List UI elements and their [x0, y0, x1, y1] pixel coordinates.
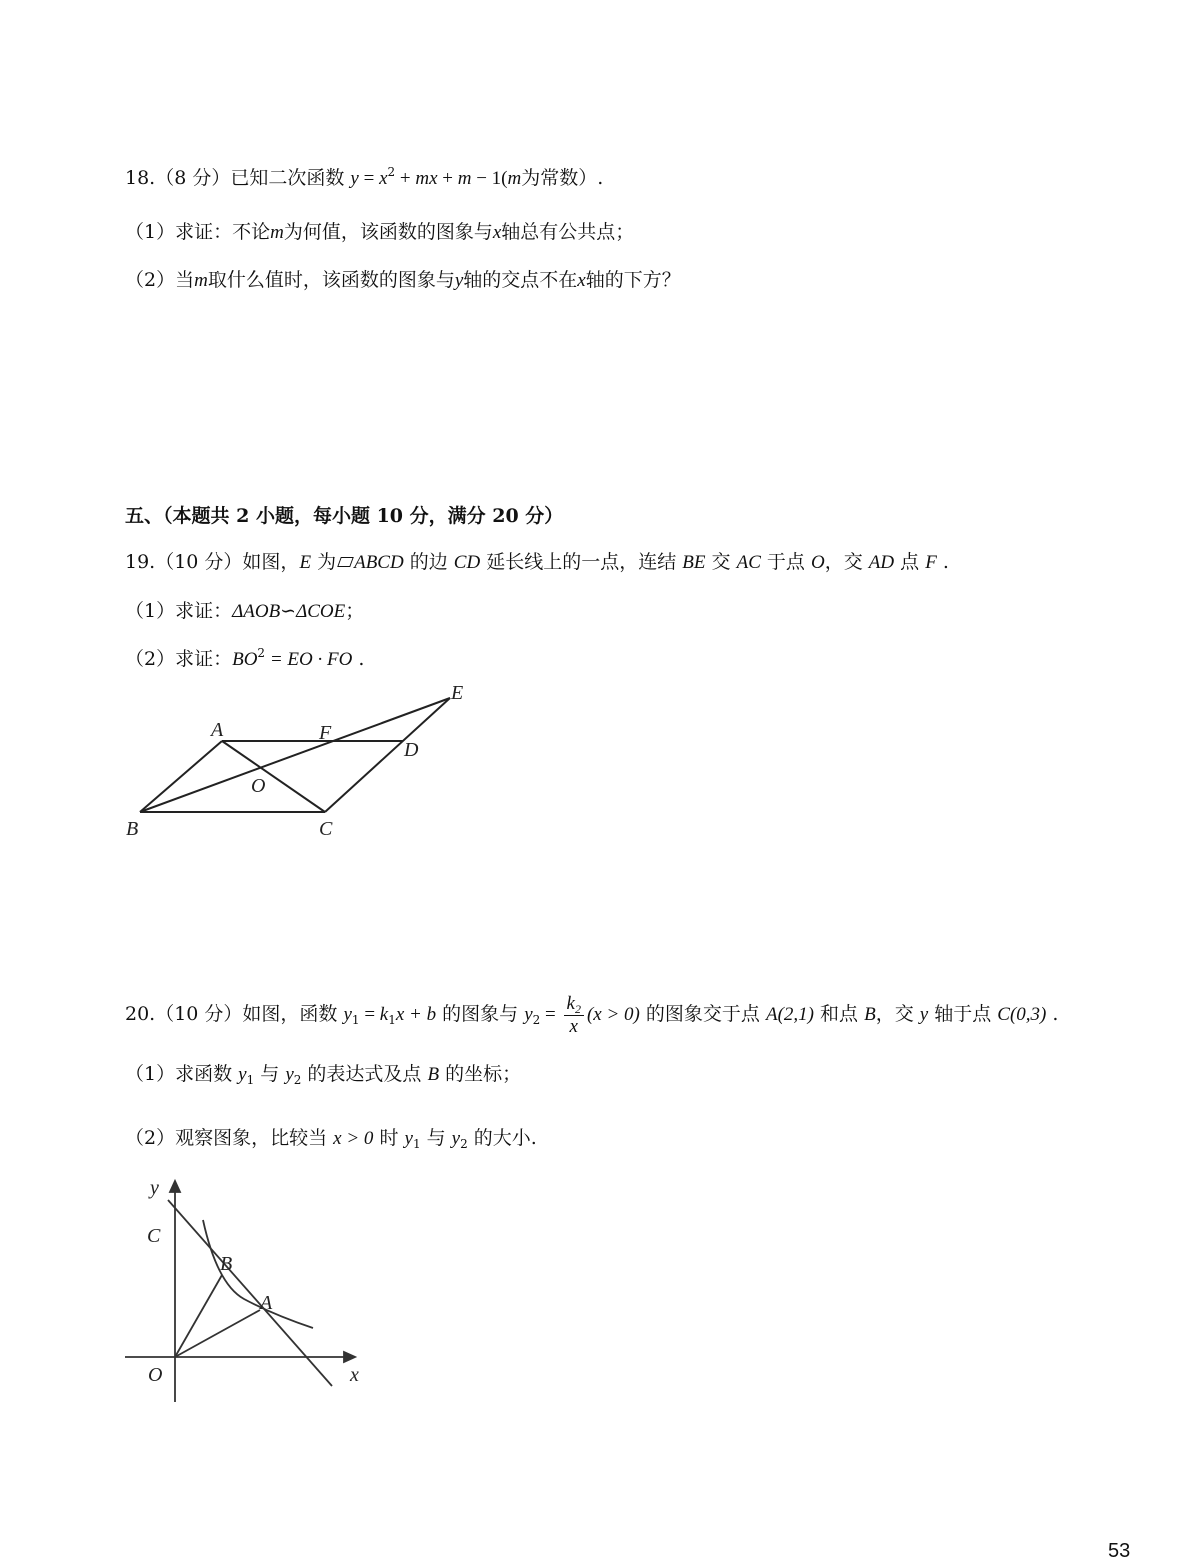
q20-mid4: ，交	[875, 1003, 920, 1025]
q18-p2c: 轴的交点不在	[463, 269, 578, 291]
q19-O: O	[810, 552, 825, 573]
q20-p2s1: 1	[412, 1137, 421, 1151]
q20-fden: x	[569, 1015, 578, 1037]
label-b: B	[220, 1253, 233, 1275]
q18-mx: mx	[415, 168, 438, 189]
q19-pt: 点	[894, 551, 926, 573]
q18-p1x: x	[492, 222, 502, 243]
q20-ks1: 1	[388, 1013, 396, 1027]
q19-p1expr: ΔAOB∽ΔCOE	[232, 601, 346, 622]
q19-mid: 延长线上的一点，连结	[480, 551, 683, 573]
q18-tail: 为常数）.	[521, 167, 604, 189]
q20-p1y1: y	[238, 1064, 247, 1085]
label-o: O	[148, 1364, 163, 1386]
q19-end: .	[936, 551, 949, 573]
q19-side: 的边	[403, 551, 454, 573]
q20-ptA: A(2,1)	[765, 1004, 814, 1025]
q18-x: x	[379, 168, 388, 189]
q19-part2	[125, 645, 364, 674]
q18-p2x: x	[577, 270, 586, 291]
y-axis-arrow	[170, 1181, 180, 1192]
q18-part2	[125, 266, 681, 295]
q20-p1y2: y	[285, 1064, 294, 1085]
q20-eq2: =	[540, 1004, 561, 1025]
q19-is: 为	[311, 551, 337, 573]
label-c: C	[319, 818, 333, 840]
q18-m2: m	[507, 168, 522, 189]
q20-fnum: k	[566, 992, 575, 1014]
q18-eq: =	[358, 168, 380, 189]
q18-sq: 2	[387, 165, 396, 179]
label-d: D	[404, 739, 419, 761]
q20-k1: k	[379, 1004, 389, 1025]
q20-figure	[120, 1172, 380, 1412]
q19-CD: CD	[453, 552, 481, 573]
q18-p1b: 为何值，该函数的图象与	[283, 221, 493, 243]
q20-ptB: B	[864, 1004, 876, 1025]
q19-p2end: .	[352, 648, 365, 670]
q19-at: 于点	[760, 551, 811, 573]
q19-p1a: （1）求证：	[125, 600, 233, 622]
q20-stem	[125, 990, 1058, 1039]
q20-s1: 1	[351, 1013, 360, 1027]
q18-plus2: +	[437, 168, 458, 189]
q20-ptC: C(0,3)	[997, 1004, 1047, 1025]
q18-y: y	[350, 168, 359, 189]
q19-p2BO: BO	[232, 649, 258, 670]
q20-p1a: （1）求函数	[125, 1063, 239, 1085]
x-axis-arrow	[344, 1352, 355, 1362]
q19-BE: BE	[682, 552, 706, 573]
q20-head: 20.（10 分）如图，函数	[125, 1003, 344, 1025]
q20-p2c: 与	[420, 1127, 452, 1149]
label-f: F	[319, 722, 332, 744]
q20-p2s2: 2	[460, 1137, 468, 1151]
segment-ab	[140, 741, 222, 812]
q19-stem	[125, 548, 949, 577]
q19-ABCD: ABCD	[354, 552, 404, 573]
q20-fraction	[564, 993, 584, 1038]
q20-p2y2: y	[451, 1128, 461, 1149]
q20-p1s2: 2	[293, 1073, 302, 1087]
q18-p1m: m	[270, 222, 284, 243]
q20-p1s1: 1	[246, 1073, 255, 1087]
q19-head: 19.（10 分）如图，	[125, 551, 300, 573]
label-x: x	[350, 1364, 359, 1386]
segment-ce	[325, 698, 450, 812]
q18-part1	[125, 218, 634, 247]
q19-part1	[125, 597, 364, 626]
q20-mid2: 的图象交于点	[639, 1003, 766, 1025]
line-y1	[168, 1200, 332, 1386]
q20-p2x: x > 0	[333, 1128, 374, 1149]
q18-p2b: 取什么值时，该函数的图象与	[207, 269, 455, 291]
q18-p2d: 轴的下方？	[585, 269, 681, 291]
label-a: A	[260, 1292, 273, 1314]
q20-frac-num	[564, 993, 584, 1016]
q20-xb: x + b	[395, 1004, 437, 1025]
label-o: O	[251, 775, 266, 797]
q19-F: F	[925, 552, 937, 573]
q18-stem	[125, 164, 603, 193]
q20-fnumsub: 2	[574, 1001, 581, 1016]
section-heading: 五、（本题共 2 小题，每小题 10 分，满分 20 分）	[125, 505, 564, 527]
q20-end: .	[1046, 1003, 1059, 1025]
q20-mid5: 轴于点	[928, 1003, 998, 1025]
q20-cond: (x > 0)	[586, 1004, 640, 1025]
q20-p2a: （2）观察图象，比较当	[125, 1127, 334, 1149]
q20-p1d: 的坐标；	[439, 1063, 522, 1085]
q18-p1c: 轴总有公共点；	[501, 221, 635, 243]
q19-p2a: （2）求证：	[125, 648, 233, 670]
q19-p2rest: = EO · FO	[265, 649, 353, 670]
label-e: E	[451, 682, 464, 704]
q18-m: m	[457, 168, 472, 189]
q20-yax: y	[919, 1004, 929, 1025]
q20-part2	[125, 1124, 537, 1153]
q20-p1c: 的表达式及点	[301, 1063, 428, 1085]
q19-cross2: ，交	[824, 551, 869, 573]
q20-eq1: =	[359, 1004, 380, 1025]
q18-p2m: m	[194, 270, 208, 291]
q18-head: 18.（8 分）已知二次函数	[125, 167, 345, 189]
label-b: B	[126, 818, 139, 840]
q20-s2: 2	[532, 1013, 541, 1027]
q20-y1: y	[343, 1004, 352, 1025]
q20-p2d: 的大小.	[467, 1127, 537, 1149]
q19-cross: 交	[705, 551, 737, 573]
q20-mid3: 和点	[813, 1003, 865, 1025]
q20-p2y1: y	[404, 1128, 413, 1149]
q18-p2y: y	[454, 270, 464, 291]
q20-p1B: B	[427, 1064, 440, 1085]
label-c: C	[147, 1225, 161, 1247]
q18-p2a: （2）当	[125, 269, 195, 291]
q18-minus: − 1(	[471, 168, 508, 189]
q20-y2: y	[524, 1004, 533, 1025]
label-a: A	[211, 719, 224, 741]
q20-p1b: 与	[254, 1063, 286, 1085]
q19-figure	[120, 678, 480, 848]
q18-plus1: +	[395, 168, 416, 189]
q20-part1	[125, 1060, 521, 1089]
parallelogram-icon	[337, 557, 354, 567]
q20-p2b: 时	[373, 1127, 405, 1149]
page-number: 53	[1108, 1540, 1131, 1562]
label-y: y	[150, 1177, 159, 1199]
q20-mid1: 的图象与	[436, 1003, 525, 1025]
q19-p1end: ；	[345, 600, 365, 622]
q18-p1a: （1）求证：不论	[125, 221, 271, 243]
q19-AC: AC	[736, 552, 761, 573]
q19-p2sq: 2	[257, 646, 266, 660]
q19-E: E	[299, 552, 312, 573]
q19-AD: AD	[868, 552, 895, 573]
